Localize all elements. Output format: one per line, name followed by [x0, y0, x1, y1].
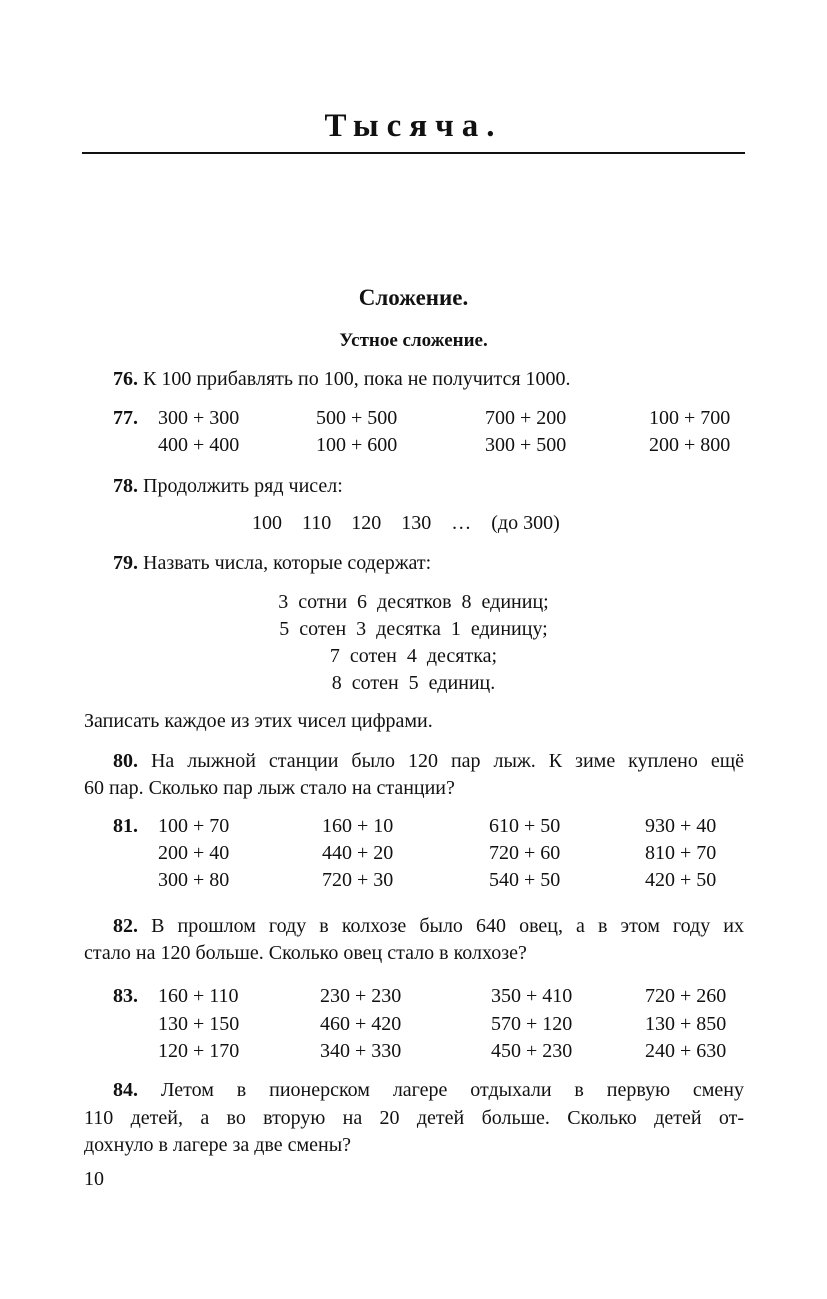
problem-text: Летом в пионерском лагере отдыхали в первую смену	[160, 1079, 744, 1101]
expression: 450 + 230	[491, 1040, 573, 1062]
problem-number: 79.	[113, 552, 138, 574]
expression: 720 + 260	[645, 985, 727, 1007]
digit-description: 8 сотен 5 единиц.	[331, 672, 496, 694]
problem-text: В прошлом году в колхозе было 640 овец, а в этом году их	[151, 915, 745, 937]
expression: 300 + 80	[158, 869, 230, 891]
problem-82-line-2: стало на 120 больше. Сколько овец стало в колхозе?	[84, 942, 527, 964]
expression: 160 + 10	[322, 815, 394, 837]
problem-76	[113, 368, 571, 391]
expression: 120 + 170	[158, 1040, 240, 1062]
expression: 460 + 420	[320, 1013, 402, 1035]
expression: 160 + 110	[158, 985, 239, 1007]
expression: 300 + 500	[485, 434, 567, 456]
expression: 540 + 50	[489, 869, 561, 891]
expression: 340 + 330	[320, 1040, 402, 1062]
expression: 350 + 410	[491, 985, 573, 1007]
problem-number: 76.	[113, 368, 138, 390]
expression: 200 + 800	[649, 434, 731, 456]
expression: 200 + 40	[158, 842, 230, 864]
page-number: 10	[84, 1168, 104, 1190]
digit-description: 7 сотен 4 десятка;	[329, 645, 498, 667]
problem-84-line-1	[84, 1079, 744, 1102]
instruction-text: Записать каждое из этих чисел цифрами.	[84, 710, 433, 732]
subsection-title: Устное сложение.	[339, 330, 488, 351]
section-title: Сложение.	[358, 285, 469, 310]
number-sequence: 100 110 120 130 … (до 300)	[252, 512, 560, 534]
expression: 420 + 50	[645, 869, 717, 891]
digit-description: 5 сотен 3 десятка 1 единицу;	[279, 618, 548, 640]
expression: 300 + 300	[158, 407, 240, 429]
title-rule	[82, 152, 745, 154]
expression: 100 + 70	[158, 815, 230, 837]
problem-text: Назвать числа, которые содержат:	[143, 552, 432, 574]
expression: 500 + 500	[316, 407, 398, 429]
expression: 930 + 40	[645, 815, 717, 837]
problem-number: 78.	[113, 475, 138, 497]
problem-text: Продолжить ряд чисел:	[143, 475, 343, 497]
chapter-title: Тысяча.	[324, 108, 503, 144]
expression: 130 + 850	[645, 1013, 727, 1035]
expression: 230 + 230	[320, 985, 402, 1007]
expression: 610 + 50	[489, 815, 561, 837]
problem-text: К 100 прибавлять по 100, пока не получится 1000.	[143, 368, 571, 390]
expression: 100 + 700	[649, 407, 731, 429]
expression: 570 + 120	[491, 1013, 573, 1035]
expression: 100 + 600	[316, 434, 398, 456]
expression: 810 + 70	[645, 842, 717, 864]
expression: 400 + 400	[158, 434, 240, 456]
problem-number: 84.	[113, 1079, 138, 1101]
expression: 720 + 60	[489, 842, 561, 864]
problem-80-line-1	[84, 750, 744, 773]
expression: 700 + 200	[485, 407, 567, 429]
expression: 440 + 20	[322, 842, 394, 864]
expression: 240 + 630	[645, 1040, 727, 1062]
problem-78	[113, 475, 343, 498]
problem-number: 82.	[113, 915, 138, 937]
problem-number-77: 77.	[113, 407, 138, 429]
digit-description: 3 сотни 6 десятков 8 единиц;	[278, 591, 549, 613]
problem-84-line-3: дохнуло в лагере за две смены?	[84, 1134, 352, 1156]
problem-79	[113, 552, 431, 575]
problem-text: На лыжной станции было 120 пар лыж. К зиме куплено ещё	[150, 750, 744, 772]
problem-80-line-2: 60 пар. Сколько пар лыж стало на станции?	[84, 777, 455, 799]
problem-number: 80.	[113, 750, 138, 772]
expression: 720 + 30	[322, 869, 394, 891]
problem-number-83: 83.	[113, 985, 138, 1007]
problem-84-line-2: 110 детей, а во вторую на 20 детей больше. Сколько детей от-	[84, 1107, 744, 1129]
expression: 130 + 150	[158, 1013, 240, 1035]
problem-82-line-1	[84, 915, 744, 938]
problem-number-81: 81.	[113, 815, 138, 837]
